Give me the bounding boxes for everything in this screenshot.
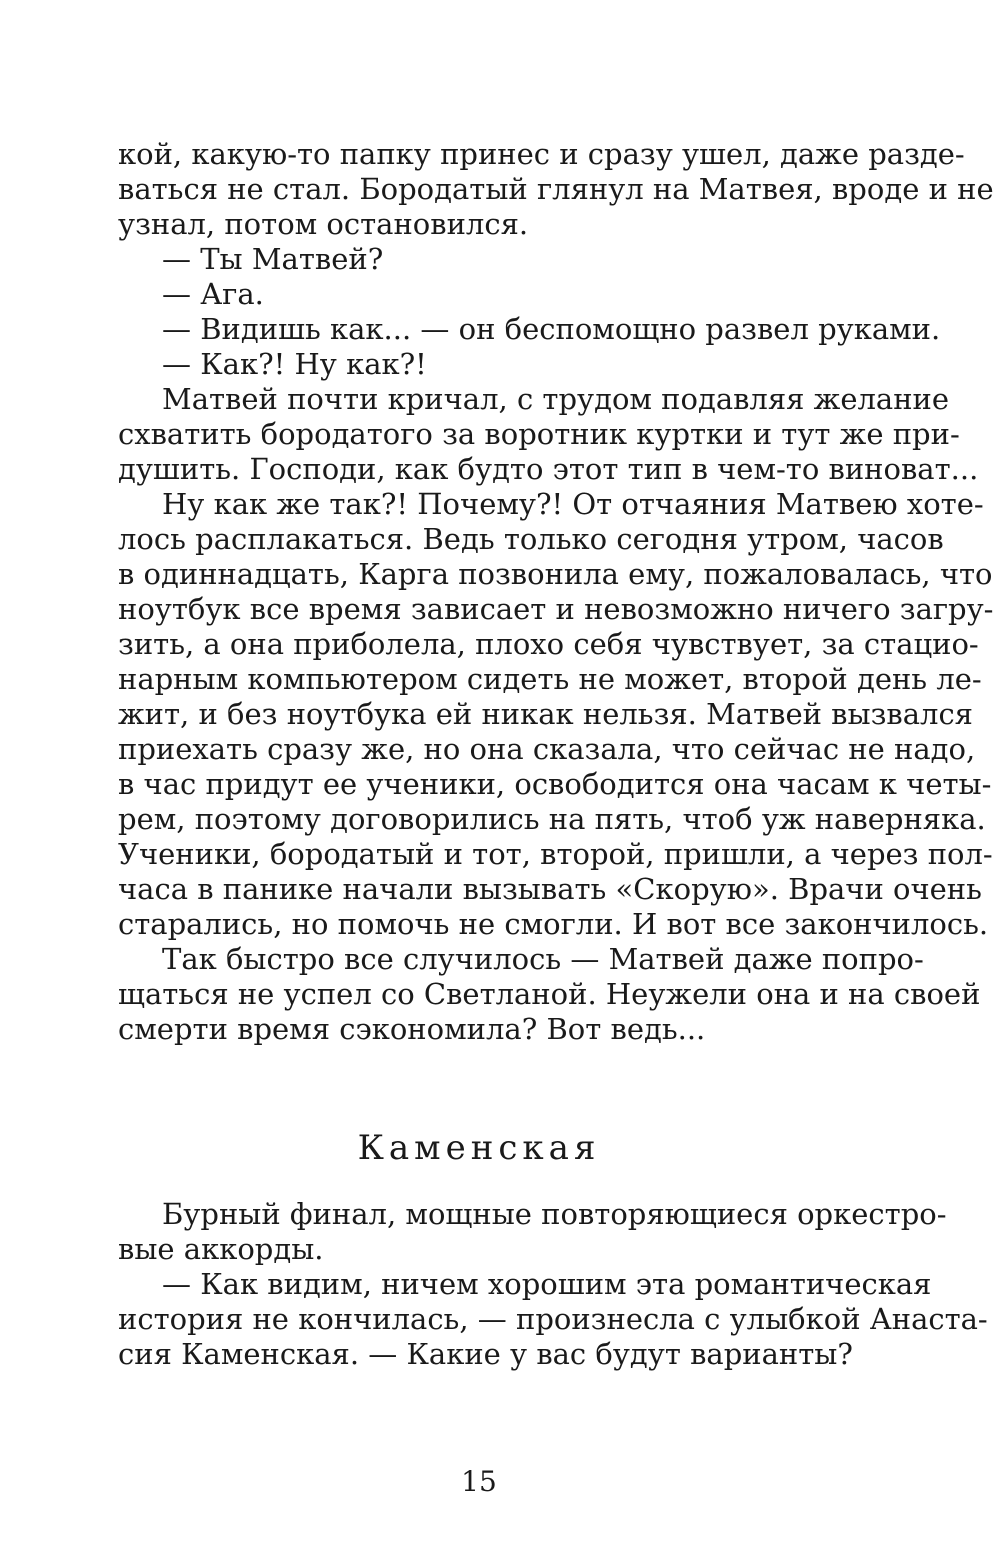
text-line: история не кончилась, — произнесла с улыбкой Анаста- <box>118 1302 988 1336</box>
text-line: Ну как же так?! Почему?! От отчаяния Матвею хоте- <box>162 487 984 521</box>
dialogue-line: — Как?! Ну как?! <box>162 347 427 381</box>
text-line: лось расплакаться. Ведь только сегодня утром, часов <box>118 522 944 556</box>
text-line: кой, какую-то папку принес и сразу ушел, даже разде- <box>118 137 965 171</box>
text-line: старались, но помочь не смогли. И вот все закончилось. <box>118 907 989 941</box>
text-line: узнал, потом остановился. <box>118 207 529 241</box>
section-heading: Каменская <box>357 1128 601 1168</box>
text-line: щаться не успел со Светланой. Неужели она и на своей <box>118 977 981 1011</box>
text-line: зить, а она приболела, плохо себя чувствует, за стацио- <box>118 627 979 661</box>
text-line: жит, и без ноутбука ей никак нельзя. Матвей вызвался <box>118 697 973 731</box>
text-line: Матвей почти кричал, с трудом подавляя желание <box>162 382 950 416</box>
body-text-section-2 <box>118 1197 988 1372</box>
text-line: в одиннадцать, Карга позвонила ему, пожаловалась, что <box>118 557 993 591</box>
text-line: смерти время сэкономила? Вот ведь... <box>118 1012 706 1046</box>
text-line: Так быстро все случилось — Матвей даже попро- <box>162 942 924 976</box>
text-line: схватить бородатого за воротник куртки и тут же при- <box>118 417 960 451</box>
dialogue-line: — Ага. <box>162 277 264 311</box>
text-line: ноутбук все время зависает и невозможно ничего загру- <box>118 592 994 626</box>
dialogue-line: — Ты Матвей? <box>162 242 384 276</box>
text-line: Ученики, бородатый и тот, второй, пришли, а через пол- <box>118 837 993 871</box>
text-line: часа в панике начали вызывать «Скорую». Врачи очень <box>118 872 982 906</box>
text-line: ваться не стал. Бородатый глянул на Матвея, вроде и не <box>118 172 994 206</box>
text-line: в час придут ее ученики, освободится она часам к четы- <box>118 767 992 801</box>
text-line: душить. Господи, как будто этот тип в чем-то виноват... <box>118 452 979 486</box>
text-line: рем, поэтому договорились на пять, чтоб уж наверняка. <box>118 802 986 836</box>
page-number: 15 <box>461 1465 497 1498</box>
dialogue-line: — Видишь как... — он беспомощно развел руками. <box>162 312 941 346</box>
text-line: Бурный финал, мощные повторяющиеся оркестро- <box>162 1197 947 1231</box>
text-line: нарным компьютером сидеть не может, второй день ле- <box>118 662 982 696</box>
body-text-section-1 <box>118 137 994 1047</box>
text-line: приехать сразу же, но она сказала, что сейчас не надо, <box>118 732 976 766</box>
dialogue-line: — Как видим, ничем хорошим эта романтическая <box>162 1267 932 1301</box>
text-line: сия Каменская. — Какие у вас будут варианты? <box>118 1337 853 1371</box>
text-line: вые аккорды. <box>118 1232 324 1266</box>
